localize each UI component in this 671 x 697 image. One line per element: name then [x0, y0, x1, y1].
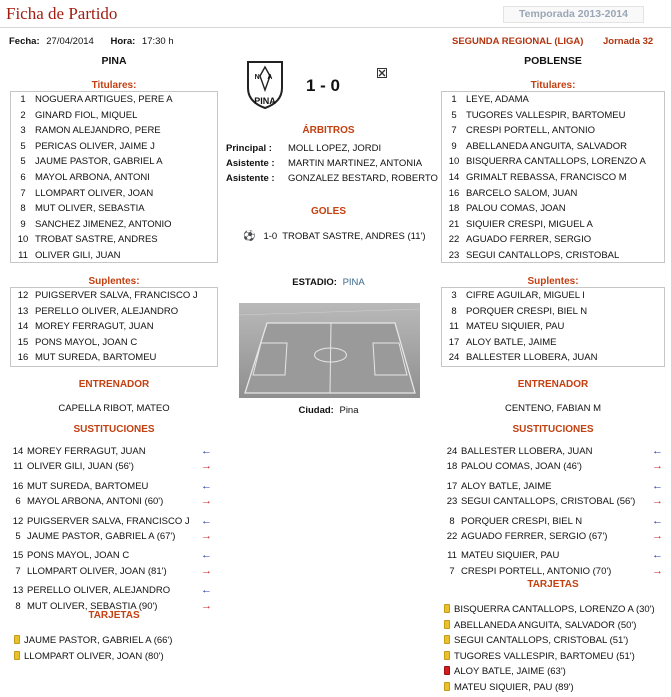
player-name[interactable]: JAUME PASTOR, GABRIEL A (66') [24, 635, 173, 646]
player-name[interactable]: JAUME PASTOR, GABRIEL A [35, 156, 163, 168]
player-number: 14 [17, 321, 29, 333]
player-row [11, 304, 217, 320]
player-row [11, 248, 217, 264]
referee-role: Asistente : [226, 158, 275, 169]
city-name: Pina [339, 405, 359, 416]
substitution-row [443, 459, 663, 474]
player-name[interactable]: BARCELO SALOM, JUAN [466, 187, 578, 199]
stadium-info [226, 277, 431, 288]
player-number: 16 [17, 352, 29, 364]
home-subs-label: Suplentes: [88, 276, 140, 287]
player-number: 13 [12, 585, 24, 597]
player-number: 5 [15, 530, 21, 542]
home-crest[interactable] [244, 58, 286, 110]
player-name[interactable]: PUIGSERVER SALVA, FRANCISCO J [27, 515, 190, 527]
player-name[interactable]: SEGUI CANTALLOPS, CRISTOBAL (51') [454, 635, 629, 647]
player-name[interactable]: ALOY BATLE, JAIME (63') [454, 666, 566, 678]
player-number: 15 [17, 336, 29, 348]
arrow-left-icon: ← [201, 584, 212, 597]
referee-row [226, 156, 436, 171]
card-row [444, 680, 669, 696]
player-number: 8 [451, 305, 457, 317]
date-label: Fecha: [9, 36, 40, 47]
player-number: 24 [446, 446, 458, 457]
player-number: 3 [20, 125, 26, 137]
referee-role: Asistente : [226, 173, 275, 184]
time-label: Hora: [110, 36, 136, 47]
away-team-name[interactable]: POBLENSE [524, 55, 582, 67]
player-name[interactable]: CIFRE AGUILAR, MIGUEL I [466, 290, 585, 301]
competition-name[interactable]: SEGUNDA REGIONAL (LIGA) [452, 36, 584, 47]
arrow-right-icon: → [201, 460, 212, 473]
referee-row [226, 171, 436, 186]
player-row [442, 123, 664, 139]
yellow-card-icon [14, 651, 20, 660]
player-number: 14 [12, 446, 24, 457]
player-row [11, 217, 217, 233]
player-name[interactable]: OLIVER GILI, JUAN [35, 249, 121, 261]
player-number: 3 [451, 290, 457, 301]
time-value: 17:30 h [141, 36, 174, 47]
player-name[interactable]: TUGORES VALLESPIR, BARTOMEU [466, 109, 626, 121]
away-cards-list [444, 602, 669, 696]
player-row [442, 154, 664, 170]
player-row [11, 108, 217, 124]
season-badge[interactable]: Temporada 2013-2014 [503, 6, 644, 23]
player-number: 8 [449, 515, 455, 527]
player-row [11, 319, 217, 335]
goals-heading: GOLES [310, 206, 346, 217]
card-row [444, 664, 669, 680]
substitution-row [443, 529, 663, 544]
player-number: 23 [446, 496, 458, 508]
player-name[interactable]: TUGORES VALLESPIR, BARTOMEU (51') [454, 650, 635, 662]
home-cards-list [14, 633, 224, 664]
substitution-row [443, 548, 663, 563]
player-number: 24 [448, 352, 460, 364]
player-name[interactable]: PERICAS OLIVER, JAIME J [35, 140, 155, 152]
substitution-row [9, 459, 212, 474]
player-name[interactable]: PALOU COMAS, JOAN [466, 203, 566, 215]
away-cards-heading: TARJETAS [527, 579, 579, 590]
player-number: 11 [447, 550, 457, 562]
player-number: 9 [20, 218, 26, 230]
substitution-row [443, 494, 663, 509]
arrow-left-icon: ← [652, 549, 663, 562]
player-row [11, 350, 217, 366]
player-number: 15 [12, 550, 24, 562]
player-name[interactable]: BISQUERRA CANTALLOPS, LORENZO A (30') [454, 604, 655, 615]
goals-list [243, 229, 438, 244]
player-name[interactable]: PONS MAYOL, JOAN C [27, 550, 130, 562]
player-number: 6 [20, 171, 26, 183]
player-name[interactable]: MATEU SIQUIER, PAU [461, 550, 560, 562]
substitution-row [9, 529, 212, 544]
player-number: 1 [20, 94, 26, 105]
stadium-name[interactable]: PINA [342, 277, 365, 288]
arrow-left-icon: ← [652, 445, 663, 457]
home-cards-heading: TARJETAS [88, 610, 140, 621]
player-row [11, 201, 217, 217]
player-name[interactable]: JAUME PASTOR, GABRIEL A (67') [27, 530, 176, 542]
arrow-right-icon: → [652, 460, 663, 473]
player-name[interactable]: MOREY FERRAGUT, JUAN [27, 446, 146, 457]
player-row [11, 186, 217, 202]
away-coach-heading: ENTRENADOR [517, 379, 589, 390]
player-name[interactable]: MUT SUREDA, BARTOMEU [35, 352, 157, 364]
player-row [442, 319, 664, 335]
card-row [444, 602, 669, 618]
away-substitutions-heading: SUSTITUCIONES [512, 424, 594, 435]
arrow-left-icon: ← [201, 479, 212, 492]
player-row [442, 92, 664, 108]
referee-name[interactable]: GONZALEZ BESTARD, ROBERTO [288, 173, 438, 184]
round-label[interactable]: Jornada 32 [603, 36, 654, 47]
home-coach-name[interactable]: CAPELLA RIBOT, MATEO [58, 403, 170, 414]
player-number: 10 [448, 156, 460, 168]
referee-role: Principal : [226, 143, 272, 154]
arrow-left-icon: ← [201, 445, 212, 457]
player-row [442, 335, 664, 351]
substitution-row [443, 564, 663, 579]
yellow-card-icon [444, 682, 450, 691]
arrow-right-icon: → [201, 599, 212, 612]
home-subs-list [10, 287, 218, 367]
player-name[interactable]: PORQUER CRESPI, BIEL N [466, 305, 588, 317]
player-row [442, 288, 664, 304]
substitution-row [9, 514, 212, 529]
player-number: 16 [448, 187, 460, 199]
player-name[interactable]: MATEU SIQUIER, PAU [466, 321, 565, 333]
substitution-row [443, 479, 663, 494]
player-name[interactable]: AGUADO FERRER, SERGIO [466, 234, 592, 246]
player-name[interactable]: PALOU COMAS, JOAN (46') [461, 461, 582, 473]
player-number: 13 [17, 305, 29, 317]
player-name[interactable]: ALOY BATLE, JAIME [461, 480, 552, 492]
player-name[interactable]: ALOY BATLE, JAIME [466, 336, 557, 348]
player-number: 7 [451, 125, 457, 137]
away-starters-label: Titulares: [530, 80, 576, 91]
player-name[interactable]: ABELLANEDA ANGUITA, SALVADOR [466, 140, 628, 152]
home-starters-list [10, 91, 218, 263]
player-number: 21 [448, 218, 460, 230]
date-value: 27/04/2014 [46, 36, 94, 47]
away-subs-label: Suplentes: [527, 276, 579, 287]
player-number: 22 [448, 234, 460, 246]
arrow-right-icon: → [201, 529, 212, 542]
player-name[interactable]: SANCHEZ JIMENEZ, ANTONIO [35, 218, 172, 230]
player-name[interactable]: PORQUER CRESPI, BIEL N [461, 515, 583, 527]
page-title: Ficha de Partido [6, 4, 118, 23]
player-number: 11 [18, 249, 28, 261]
player-number: 17 [448, 336, 460, 348]
player-number: 12 [17, 290, 29, 301]
player-number: 7 [20, 187, 26, 199]
player-name[interactable]: GINARD FIOL, MIQUEL [35, 109, 138, 121]
referees-list [226, 141, 436, 186]
player-name[interactable]: SIQUIER CRESPI, MIGUEL A [466, 218, 593, 230]
home-coach-heading: ENTRENADOR [78, 379, 150, 390]
crest-text: PINA [254, 96, 276, 106]
yellow-card-icon [444, 620, 450, 629]
player-row [11, 123, 217, 139]
card-row [14, 649, 224, 665]
player-row [442, 139, 664, 155]
player-name[interactable]: LLOMPART OLIVER, JOAN (81') [27, 565, 167, 577]
player-number: 16 [12, 480, 24, 492]
stadium-label: ESTADIO: [292, 277, 337, 288]
football-icon: ⚽ [243, 231, 256, 242]
player-name[interactable]: BALLESTER LLOBERA, JUAN [466, 352, 598, 364]
away-coach-name[interactable]: CENTENO, FABIAN M [504, 403, 602, 414]
home-team-name[interactable]: PINA [101, 55, 127, 67]
player-number: 5 [20, 140, 26, 152]
arrow-left-icon: ← [201, 514, 212, 527]
player-name[interactable]: RAMON ALEJANDRO, PERE [35, 125, 161, 137]
player-name[interactable]: BALLESTER LLOBERA, JUAN [461, 446, 593, 457]
red-card-icon [444, 666, 450, 675]
substitution-row [9, 548, 212, 563]
player-number: 11 [449, 321, 459, 333]
player-name[interactable]: LLOMPART OLIVER, JOAN [35, 187, 154, 199]
yellow-card-icon [444, 635, 450, 644]
player-name[interactable]: MAYOL ARBONA, ANTONI [35, 171, 150, 183]
football-pitch-icon [239, 303, 420, 398]
player-name[interactable]: LLOMPART OLIVER, JOAN (80') [24, 650, 164, 662]
player-row [11, 92, 217, 108]
player-name[interactable]: CRESPI PORTELL, ANTONIO [466, 125, 595, 137]
substitution-row [443, 514, 663, 529]
player-row [442, 350, 664, 366]
player-name[interactable]: PONS MAYOL, JOAN C [35, 336, 138, 348]
player-name[interactable]: LEYE, ADAMA [466, 94, 529, 105]
player-number: 10 [17, 234, 29, 246]
broken-image-icon [378, 69, 386, 77]
player-number: 23 [448, 249, 460, 261]
away-crest[interactable] [377, 68, 387, 78]
player-number: 8 [15, 600, 21, 612]
player-number: 17 [446, 480, 458, 492]
home-substitutions-list [9, 444, 212, 614]
player-number: 22 [446, 530, 458, 542]
player-number: 9 [451, 140, 457, 152]
arrow-left-icon: ← [201, 549, 212, 562]
arrow-right-icon: → [652, 529, 663, 542]
referee-name[interactable]: MOLL LOPEZ, JORDI [288, 143, 382, 154]
home-starters-label: Titulares: [91, 80, 137, 91]
arrow-right-icon: → [652, 564, 663, 577]
arrow-right-icon: → [652, 495, 663, 508]
player-number: 11 [13, 461, 23, 473]
player-name[interactable]: CRESPI PORTELL, ANTONIO (70') [461, 565, 612, 577]
yellow-card-icon [14, 635, 20, 644]
player-number: 7 [449, 565, 455, 577]
match-date [9, 36, 174, 47]
player-name[interactable]: MOREY FERRAGUT, JUAN [35, 321, 154, 333]
player-row [11, 170, 217, 186]
player-row [442, 201, 664, 217]
player-row [11, 139, 217, 155]
home-substitutions-heading: SUSTITUCIONES [73, 424, 155, 435]
player-row [442, 248, 664, 264]
substitution-row [443, 444, 663, 459]
referee-row [226, 141, 436, 156]
arrow-right-icon: → [201, 564, 212, 577]
player-name[interactable]: NOGUERA ARTIGUES, PERE A [35, 94, 173, 105]
player-row [11, 335, 217, 351]
city-label: Ciudad: [298, 405, 334, 416]
player-row [442, 170, 664, 186]
player-row [442, 304, 664, 320]
player-name[interactable]: SEGUI CANTALLOPS, CRISTOBAL [466, 249, 620, 261]
player-name[interactable]: OLIVER GILI, JUAN (56') [27, 461, 134, 473]
player-name[interactable]: ABELLANEDA ANGUITA, SALVADOR (50') [454, 619, 637, 631]
player-number: 5 [20, 156, 26, 168]
crest-letters: N A [254, 74, 276, 81]
card-row [444, 633, 669, 649]
player-name[interactable]: BISQUERRA CANTALLOPS, LORENZO A [466, 156, 646, 168]
away-subs-list [441, 287, 665, 367]
arrow-right-icon: → [201, 495, 212, 508]
substitution-row [9, 494, 212, 509]
player-name[interactable]: MUT OLIVER, SEBASTIA [35, 203, 145, 215]
goal-score: 1-0 [263, 231, 278, 242]
card-row [14, 633, 224, 649]
player-number: 1 [451, 94, 457, 105]
referees-heading: ÁRBITROS [302, 125, 355, 136]
arrow-left-icon: ← [652, 479, 663, 492]
goal-row [243, 229, 438, 244]
player-number: 6 [15, 496, 21, 508]
referee-name[interactable]: MARTIN MARTINEZ, ANTONIA [288, 158, 423, 169]
player-name[interactable]: AGUADO FERRER, SERGIO (67') [461, 530, 608, 542]
substitution-row [9, 444, 212, 459]
card-row [444, 649, 669, 665]
goal-scorer[interactable]: TROBAT SASTRE, ANDRES (11') [282, 231, 426, 242]
player-row [11, 232, 217, 248]
player-name[interactable]: MUT SUREDA, BARTOMEU [27, 480, 149, 492]
city-info [226, 405, 431, 416]
player-name[interactable]: PUIGSERVER SALVA, FRANCISCO J [35, 290, 198, 301]
player-number: 14 [448, 171, 460, 183]
player-number: 18 [448, 203, 460, 215]
player-number: 8 [20, 203, 26, 215]
player-name[interactable]: MATEU SIQUIER, PAU (89') [454, 681, 574, 693]
player-row [442, 217, 664, 233]
player-number: 5 [451, 109, 457, 121]
card-row [444, 618, 669, 634]
player-number: 2 [20, 109, 26, 121]
player-row [442, 232, 664, 248]
player-name[interactable]: PERELLO OLIVER, ALEJANDRO [35, 305, 179, 317]
player-number: 7 [15, 565, 21, 577]
player-row [11, 154, 217, 170]
substitution-row [9, 564, 212, 579]
away-substitutions-list [443, 444, 663, 579]
player-row [442, 186, 664, 202]
player-number: 18 [446, 461, 458, 473]
yellow-card-icon [444, 604, 450, 613]
yellow-card-icon [444, 651, 450, 660]
player-name[interactable]: TROBAT SASTRE, ANDRES [35, 234, 158, 246]
match-score: 1 - 0 [306, 76, 341, 95]
away-starters-list [441, 91, 665, 263]
arrow-left-icon: ← [652, 514, 663, 527]
player-row [11, 288, 217, 304]
player-number: 12 [12, 515, 24, 527]
player-name[interactable]: MUT OLIVER, SEBASTIA (90') [27, 600, 158, 612]
player-name[interactable]: MAYOL ARBONA, ANTONI (60') [27, 496, 164, 508]
player-row [442, 108, 664, 124]
player-name[interactable]: PERELLO OLIVER, ALEJANDRO [27, 585, 171, 597]
substitution-row [9, 479, 212, 494]
player-name[interactable]: SEGUI CANTALLOPS, CRISTOBAL (56') [461, 496, 636, 508]
substitution-row [9, 583, 212, 598]
player-name[interactable]: GRIMALT REBASSA, FRANCISCO M [466, 171, 627, 183]
stadium-image [239, 303, 420, 398]
